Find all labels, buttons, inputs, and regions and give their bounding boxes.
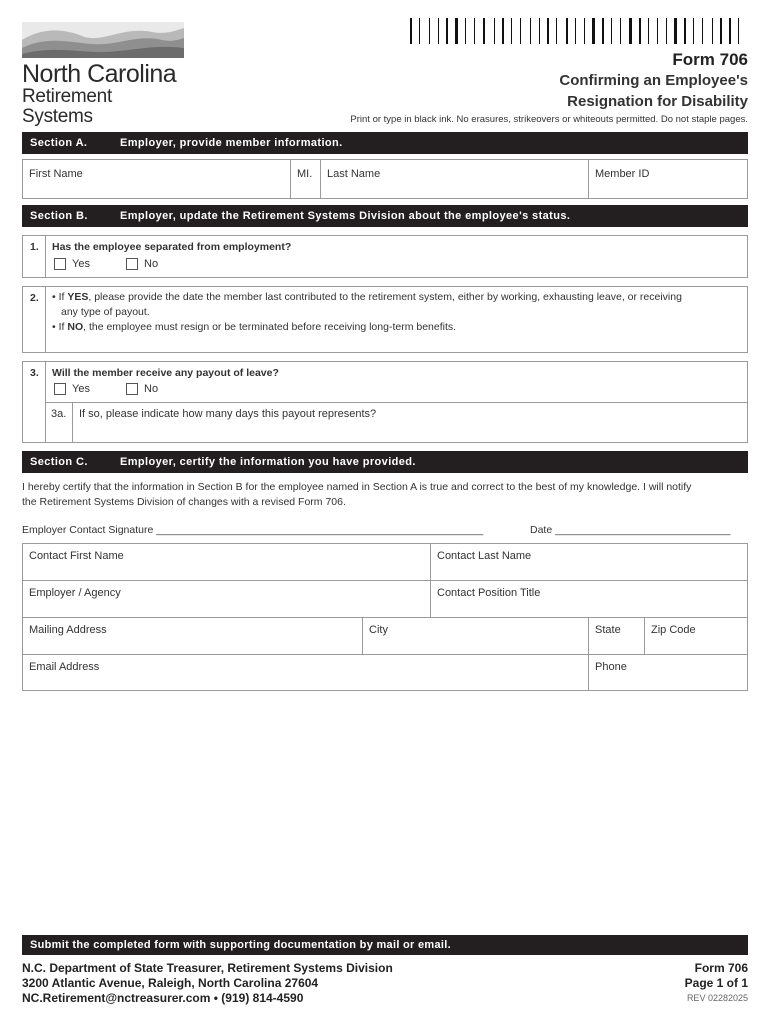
barcode-bar	[689, 18, 690, 44]
employer-agency-field[interactable]: Employer / Agency	[29, 587, 121, 599]
barcode-bar	[680, 18, 681, 44]
footer-line2: 3200 Atlantic Avenue, Raleigh, North Carolina 27604	[22, 976, 319, 990]
barcode-bar	[644, 18, 645, 44]
phone-field[interactable]: Phone	[595, 661, 627, 673]
barcode-bar	[433, 18, 435, 44]
barcode-bar	[446, 18, 448, 44]
barcode-bar	[478, 18, 479, 44]
barcode-bar	[494, 18, 495, 44]
barcode-bar	[670, 18, 671, 44]
barcode-bar	[461, 18, 462, 44]
q2-text	[52, 290, 746, 335]
q3-number: 3.	[30, 367, 39, 379]
mailing-address-field[interactable]: Mailing Address	[29, 624, 107, 636]
section-c-heading: Employer, certify the information you have provided.	[120, 456, 416, 468]
zip-code-field[interactable]: Zip Code	[651, 624, 696, 636]
barcode-bar	[502, 18, 504, 44]
barcode-bar	[712, 18, 713, 44]
certify-line1: I hereby certify that the information in Section B for the employee named in Section A is true and correct to the best of my knowledge. I will notify	[22, 481, 692, 493]
q3-yes-option[interactable]	[54, 383, 90, 395]
barcode-bar	[530, 18, 531, 44]
logo-line2: Retirement Systems	[22, 86, 112, 127]
email-address-field[interactable]: Email Address	[29, 661, 100, 673]
barcode-bar	[729, 18, 731, 44]
contact-last-name-field[interactable]: Contact Last Name	[437, 550, 532, 562]
footer-page-number: Page 1 of 1	[684, 976, 748, 990]
q2-b1-text: , please provide the date the member last contributed to the retirement system, either by working, exhausting leave, or receiving	[88, 291, 682, 303]
section-a-heading: Employer, provide member information.	[120, 137, 343, 149]
signature-line[interactable]: Employer Contact Signature ________________________________________________________	[22, 524, 484, 536]
barcode-bar	[455, 18, 458, 44]
footer-revision: REV 02282025	[686, 993, 748, 1003]
q2-b1-bold: YES	[67, 291, 89, 303]
section-a-bar	[22, 132, 748, 154]
barcode-bar	[469, 18, 471, 44]
q2-b1-prefix: • If	[52, 291, 68, 303]
footer-address	[22, 961, 393, 1006]
certification-text	[22, 480, 752, 510]
contact-position-field[interactable]: Contact Position Title	[437, 587, 541, 599]
q3-no-checkbox[interactable]	[126, 383, 138, 395]
barcode-bar	[552, 18, 553, 44]
barcode-bar	[598, 18, 599, 44]
barcode-bar	[725, 18, 726, 44]
barcode-bar	[693, 18, 694, 44]
barcode	[410, 18, 746, 44]
barcode-bar	[635, 18, 636, 44]
form-title-line1: Confirming an Employee's	[559, 72, 748, 89]
barcode-bar	[607, 18, 608, 44]
city-field[interactable]: City	[369, 624, 388, 636]
barcode-bar	[584, 18, 585, 44]
q1-number: 1.	[30, 241, 39, 253]
barcode-bar	[539, 18, 540, 44]
footer-form-number: Form 706	[694, 961, 748, 975]
q2-b2-prefix: • If	[52, 321, 68, 333]
barcode-bar	[716, 18, 717, 44]
barcode-bar	[684, 18, 686, 44]
q2-b2-text: , the employee must resign or be terminated before receiving long-term benefits.	[83, 321, 457, 333]
barcode-bar	[579, 18, 581, 44]
logo-line1: North Carolina	[22, 60, 177, 88]
barcode-bar	[742, 18, 745, 44]
barcode-bar	[515, 18, 517, 44]
section-c-label: Section C.	[30, 456, 88, 468]
barcode-bar	[429, 18, 430, 44]
barcode-bar	[639, 18, 641, 44]
barcode-bar	[588, 18, 589, 44]
section-a-label: Section A.	[30, 137, 88, 149]
section-c-bar	[22, 451, 748, 473]
barcode-bar	[615, 18, 617, 44]
barcode-bar	[652, 18, 654, 44]
form-number: Form 706	[672, 50, 748, 69]
q1-yes-checkbox[interactable]	[54, 258, 66, 270]
section-b-heading: Employer, update the Retirement Systems Division about the employee's status.	[120, 210, 571, 222]
barcode-bar	[507, 18, 508, 44]
q1-text: Has the employee separated from employment?	[52, 241, 292, 253]
q3-yes-checkbox[interactable]	[54, 383, 66, 395]
barcode-bar	[423, 18, 426, 44]
footer-form-info	[685, 961, 748, 1006]
q1-no-option[interactable]	[126, 258, 158, 270]
state-field[interactable]: State	[595, 624, 621, 636]
barcode-bar	[442, 18, 443, 44]
q3a-number: 3a.	[51, 408, 67, 420]
q3-no-label: No	[144, 383, 159, 395]
barcode-bar	[556, 18, 557, 44]
q3a-text[interactable]: If so, please indicate how many days this payout represents?	[79, 408, 377, 420]
barcode-bar	[674, 18, 677, 44]
barcode-bar	[592, 18, 595, 44]
barcode-bar	[483, 18, 485, 44]
q2-b1-cont: any type of payout.	[61, 306, 150, 318]
barcode-bar	[720, 18, 722, 44]
barcode-bar	[738, 18, 739, 44]
barcode-bar	[611, 18, 612, 44]
barcode-bar	[524, 18, 527, 44]
section-b-label: Section B.	[30, 210, 88, 222]
landscape-wave-icon	[22, 22, 184, 58]
q3-no-option[interactable]	[126, 383, 158, 395]
barcode-bar	[511, 18, 512, 44]
barcode-bar	[602, 18, 604, 44]
q1-no-checkbox[interactable]	[126, 258, 138, 270]
certify-line2: the Retirement Systems Division of changes with a revised Form 706.	[22, 496, 346, 508]
q1-yes-option[interactable]	[54, 258, 90, 270]
q3-text: Will the member receive any payout of leave?	[52, 367, 279, 379]
barcode-bar	[734, 18, 735, 44]
barcode-bar	[520, 18, 521, 44]
barcode-bar	[661, 18, 663, 44]
instructions: Print or type in black ink. No erasures, strikeovers or whiteouts permitted. Do not staple pages.	[350, 114, 748, 125]
barcode-bar	[560, 18, 563, 44]
barcode-bar	[438, 18, 439, 44]
submit-instructions: Submit the completed form with supporting documentation by mail or email.	[22, 935, 748, 955]
footer-line1: N.C. Department of State Treasurer, Retirement Systems Division	[22, 961, 393, 975]
barcode-bar	[648, 18, 649, 44]
q1-yes-label: Yes	[72, 258, 90, 270]
nc-retirement-logo	[22, 22, 187, 127]
mi-field[interactable]: MI.	[297, 168, 313, 180]
barcode-bar	[451, 18, 452, 44]
barcode-bar	[657, 18, 658, 44]
contact-first-name-field[interactable]: Contact First Name	[29, 550, 124, 562]
barcode-bar	[547, 18, 549, 44]
barcode-bar	[410, 18, 412, 44]
q2-number: 2.	[30, 292, 39, 304]
date-line[interactable]: Date ______________________________	[530, 524, 731, 536]
barcode-bar	[702, 18, 703, 44]
section-b-bar	[22, 205, 748, 227]
q1-no-label: No	[144, 258, 159, 270]
footer-line3: NC.Retirement@nctreasurer.com • (919) 814-4590	[22, 991, 304, 1005]
barcode-bar	[624, 18, 625, 44]
q2-b2-bold: NO	[67, 321, 84, 333]
barcode-bar	[629, 18, 632, 44]
barcode-bar	[474, 18, 475, 44]
barcode-bar	[534, 18, 536, 44]
barcode-bar	[498, 18, 499, 44]
barcode-bar	[543, 18, 544, 44]
barcode-bar	[465, 18, 466, 44]
barcode-bar	[488, 18, 491, 44]
barcode-bar	[571, 18, 572, 44]
member-id-field[interactable]: Member ID	[595, 168, 650, 180]
last-name-field[interactable]: Last Name	[327, 168, 381, 180]
barcode-bar	[620, 18, 621, 44]
form-title	[559, 70, 748, 112]
barcode-bar	[415, 18, 416, 44]
barcode-bar	[419, 18, 420, 44]
first-name-field[interactable]: First Name	[29, 168, 83, 180]
barcode-bar	[697, 18, 699, 44]
barcode-bar	[706, 18, 709, 44]
barcode-bar	[566, 18, 568, 44]
form-title-line2: Resignation for Disability	[567, 93, 748, 110]
barcode-bar	[666, 18, 667, 44]
barcode-bar	[575, 18, 576, 44]
q3-yes-label: Yes	[72, 383, 90, 395]
